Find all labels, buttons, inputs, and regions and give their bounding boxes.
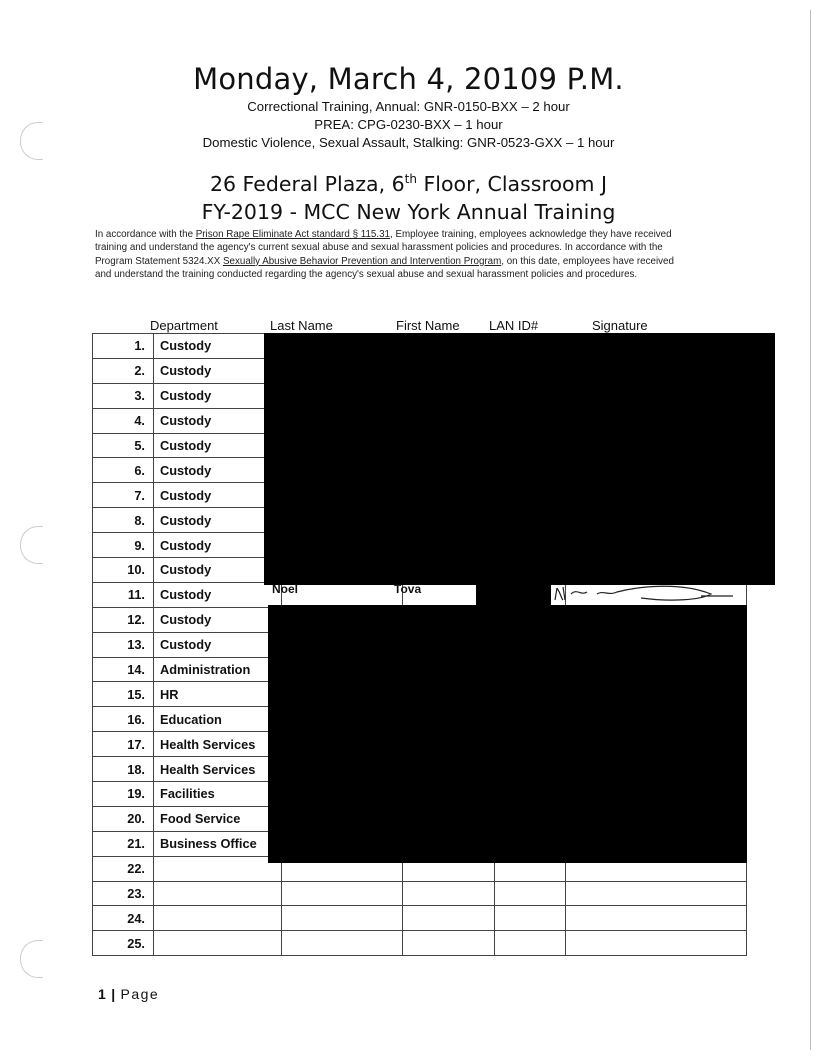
first-name-cell — [403, 881, 495, 906]
column-header-signature: Signature — [592, 318, 648, 333]
lan-id-cell — [495, 931, 566, 956]
department-cell: Custody — [154, 383, 282, 408]
lan-id-cell — [495, 906, 566, 931]
row-number: 12. — [93, 607, 154, 632]
department-cell — [154, 906, 282, 931]
signature-cell — [566, 931, 747, 956]
program-statement-reference: Sexually Abusive Behavior Prevention and Intervention Program — [222, 255, 502, 267]
row-number: 11. — [93, 582, 154, 607]
last-name-cell — [282, 931, 403, 956]
notice-text-2: , Employee training, employees acknowledge they have received training and understand the agency's current sexual abuse and sexual harassment policies and procedures. In accordance with the Program Statement 5324.XX — [95, 229, 672, 267]
department-cell: Custody — [154, 632, 282, 657]
table-row — [93, 906, 747, 931]
department-cell: Health Services — [154, 732, 282, 757]
row-number: 25. — [93, 931, 154, 956]
prea-standard-reference: Prison Rape Eliminate Act standard § 115.31 — [195, 229, 390, 240]
department-cell: HR — [154, 682, 282, 707]
hole-punch-mark — [20, 940, 43, 978]
row-number: 15. — [93, 682, 154, 707]
row-number: 16. — [93, 707, 154, 732]
page-title: Monday, March 4, 20109 P.M. — [193, 62, 624, 96]
event-title: FY-2019 - MCC New York Annual Training — [201, 200, 616, 224]
row-number: 19. — [93, 782, 154, 807]
table-row — [93, 881, 747, 906]
page-number: 1 — [98, 986, 106, 1002]
row-number: 20. — [93, 806, 154, 831]
table-row — [93, 931, 747, 956]
location-superscript: th — [404, 172, 417, 187]
row-number: 23. — [93, 881, 154, 906]
lan-id-cell — [495, 881, 566, 906]
page-label: Page — [120, 986, 160, 1002]
department-cell: Custody — [154, 508, 282, 533]
department-cell: Food Service — [154, 806, 282, 831]
course-line-2: PREA: CPG-0230-BXX – 1 hour — [314, 117, 503, 132]
department-cell — [154, 931, 282, 956]
department-cell: Facilities — [154, 782, 282, 807]
last-name-cell — [282, 582, 403, 607]
department-cell: Custody — [154, 533, 282, 558]
footer-separator: | — [111, 986, 116, 1002]
row-number: 8. — [93, 508, 154, 533]
location-line — [0, 172, 817, 196]
department-cell: Education — [154, 707, 282, 732]
notice-text-3: , on this date, employees have received and understand the training conducted regarding the agency's sexual abuse and sexual harassment policies and procedures. — [95, 255, 674, 281]
row-11-first-name: Tova — [394, 582, 422, 596]
scan-edge-line — [810, 10, 811, 1050]
first-name-cell — [403, 931, 495, 956]
first-name-cell — [403, 906, 495, 931]
row-number: 18. — [93, 757, 154, 782]
redaction-block-lan-id — [476, 583, 551, 605]
page-footer — [98, 986, 159, 1002]
redaction-block-lower — [268, 605, 747, 863]
column-header-lan-id: LAN ID# — [489, 318, 539, 333]
signature-cell — [566, 881, 747, 906]
department-cell: Custody — [154, 607, 282, 632]
department-cell: Custody — [154, 582, 282, 607]
department-cell: Health Services — [154, 757, 282, 782]
row-number: 22. — [93, 856, 154, 881]
row-number: 13. — [93, 632, 154, 657]
department-cell: Custody — [154, 558, 282, 583]
hole-punch-mark — [20, 526, 43, 564]
notice-text-1: In accordance with the — [95, 229, 196, 240]
department-cell: Custody — [154, 358, 282, 383]
row-number: 5. — [93, 433, 154, 458]
acknowledgement-notice — [95, 228, 685, 282]
column-header-department: Department — [150, 318, 218, 333]
row-11-last-name: Noel — [272, 582, 299, 596]
course-line-3: Domestic Violence, Sexual Assault, Stalking: GNR-0523-GXX – 1 hour — [202, 135, 615, 150]
location-suffix: Floor, Classroom J — [416, 172, 608, 196]
department-cell: Business Office — [154, 831, 282, 856]
row-number: 1. — [93, 334, 154, 359]
row-number: 4. — [93, 408, 154, 433]
department-cell: Custody — [154, 408, 282, 433]
course-line-1: Correctional Training, Annual: GNR-0150-BXX – 2 hour — [247, 99, 570, 114]
row-number: 14. — [93, 657, 154, 682]
handwritten-signature — [551, 580, 736, 606]
row-number: 7. — [93, 483, 154, 508]
department-cell: Custody — [154, 458, 282, 483]
column-header-last-name: Last Name — [270, 318, 333, 333]
column-header-first-name: First Name — [396, 318, 460, 333]
row-number: 9. — [93, 533, 154, 558]
row-number: 24. — [93, 906, 154, 931]
row-number: 2. — [93, 358, 154, 383]
redaction-block-upper — [264, 333, 775, 585]
department-cell: Administration — [154, 657, 282, 682]
location-prefix: 26 Federal Plaza, 6 — [209, 172, 405, 196]
last-name-cell — [282, 906, 403, 931]
last-name-cell — [282, 881, 403, 906]
row-number: 10. — [93, 558, 154, 583]
signature-cell — [566, 906, 747, 931]
row-number: 21. — [93, 831, 154, 856]
row-number: 17. — [93, 732, 154, 757]
row-number: 3. — [93, 383, 154, 408]
department-cell: Custody — [154, 334, 282, 359]
row-number: 6. — [93, 458, 154, 483]
department-cell — [154, 856, 282, 881]
department-cell: Custody — [154, 483, 282, 508]
department-cell: Custody — [154, 433, 282, 458]
department-cell — [154, 881, 282, 906]
